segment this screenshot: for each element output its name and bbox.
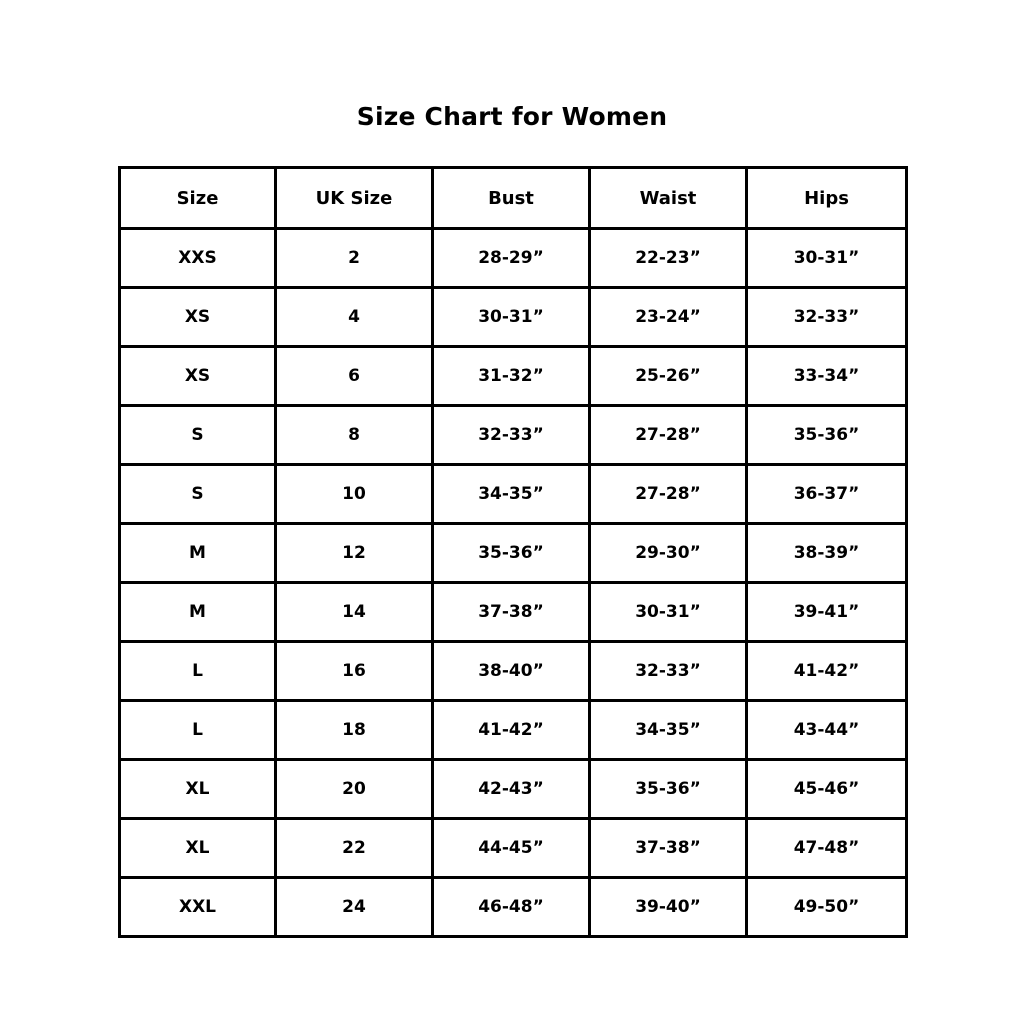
table-row xyxy=(120,288,907,347)
cell-waist: 35-36” xyxy=(590,760,747,819)
cell-bust: 46-48” xyxy=(433,878,590,937)
column-header-uk-size: UK Size xyxy=(276,168,433,229)
cell-bust: 37-38” xyxy=(433,583,590,642)
table-row xyxy=(120,819,907,878)
table-row xyxy=(120,583,907,642)
cell-hips: 36-37” xyxy=(747,465,907,524)
cell-uk-size: 20 xyxy=(276,760,433,819)
cell-waist: 32-33” xyxy=(590,642,747,701)
cell-bust: 38-40” xyxy=(433,642,590,701)
cell-size: M xyxy=(120,524,276,583)
table-row xyxy=(120,760,907,819)
cell-bust: 41-42” xyxy=(433,701,590,760)
cell-hips: 35-36” xyxy=(747,406,907,465)
table-header xyxy=(120,168,907,229)
cell-waist: 30-31” xyxy=(590,583,747,642)
table-row xyxy=(120,406,907,465)
cell-waist: 25-26” xyxy=(590,347,747,406)
size-chart-table-wrapper xyxy=(118,166,905,938)
cell-bust: 35-36” xyxy=(433,524,590,583)
cell-hips: 38-39” xyxy=(747,524,907,583)
table-body xyxy=(120,229,907,937)
cell-uk-size: 6 xyxy=(276,347,433,406)
column-header-waist: Waist xyxy=(590,168,747,229)
cell-uk-size: 12 xyxy=(276,524,433,583)
cell-hips: 30-31” xyxy=(747,229,907,288)
size-chart-table xyxy=(118,166,908,938)
cell-bust: 31-32” xyxy=(433,347,590,406)
cell-hips: 39-41” xyxy=(747,583,907,642)
cell-uk-size: 18 xyxy=(276,701,433,760)
cell-waist: 37-38” xyxy=(590,819,747,878)
cell-bust: 28-29” xyxy=(433,229,590,288)
cell-waist: 23-24” xyxy=(590,288,747,347)
cell-hips: 33-34” xyxy=(747,347,907,406)
table-row xyxy=(120,524,907,583)
cell-size: XS xyxy=(120,288,276,347)
table-row xyxy=(120,642,907,701)
cell-uk-size: 2 xyxy=(276,229,433,288)
cell-waist: 27-28” xyxy=(590,465,747,524)
cell-size: XXS xyxy=(120,229,276,288)
cell-uk-size: 14 xyxy=(276,583,433,642)
cell-hips: 47-48” xyxy=(747,819,907,878)
cell-size: S xyxy=(120,465,276,524)
cell-hips: 41-42” xyxy=(747,642,907,701)
cell-uk-size: 22 xyxy=(276,819,433,878)
cell-size: XL xyxy=(120,760,276,819)
cell-waist: 34-35” xyxy=(590,701,747,760)
table-row xyxy=(120,465,907,524)
cell-size: M xyxy=(120,583,276,642)
column-header-bust: Bust xyxy=(433,168,590,229)
cell-size: S xyxy=(120,406,276,465)
table-header-row xyxy=(120,168,907,229)
cell-waist: 39-40” xyxy=(590,878,747,937)
column-header-size: Size xyxy=(120,168,276,229)
cell-uk-size: 8 xyxy=(276,406,433,465)
cell-size: XL xyxy=(120,819,276,878)
cell-waist: 22-23” xyxy=(590,229,747,288)
table-row xyxy=(120,701,907,760)
cell-size: L xyxy=(120,642,276,701)
cell-hips: 45-46” xyxy=(747,760,907,819)
cell-waist: 29-30” xyxy=(590,524,747,583)
cell-uk-size: 10 xyxy=(276,465,433,524)
column-header-hips: Hips xyxy=(747,168,907,229)
cell-uk-size: 4 xyxy=(276,288,433,347)
cell-size: L xyxy=(120,701,276,760)
cell-bust: 30-31” xyxy=(433,288,590,347)
table-row xyxy=(120,347,907,406)
table-row xyxy=(120,229,907,288)
cell-bust: 34-35” xyxy=(433,465,590,524)
cell-size: XXL xyxy=(120,878,276,937)
cell-hips: 49-50” xyxy=(747,878,907,937)
cell-bust: 44-45” xyxy=(433,819,590,878)
cell-hips: 32-33” xyxy=(747,288,907,347)
cell-size: XS xyxy=(120,347,276,406)
cell-bust: 32-33” xyxy=(433,406,590,465)
cell-uk-size: 16 xyxy=(276,642,433,701)
page-title: Size Chart for Women xyxy=(356,102,668,131)
table-row xyxy=(120,878,907,937)
cell-hips: 43-44” xyxy=(747,701,907,760)
cell-uk-size: 24 xyxy=(276,878,433,937)
cell-waist: 27-28” xyxy=(590,406,747,465)
cell-bust: 42-43” xyxy=(433,760,590,819)
